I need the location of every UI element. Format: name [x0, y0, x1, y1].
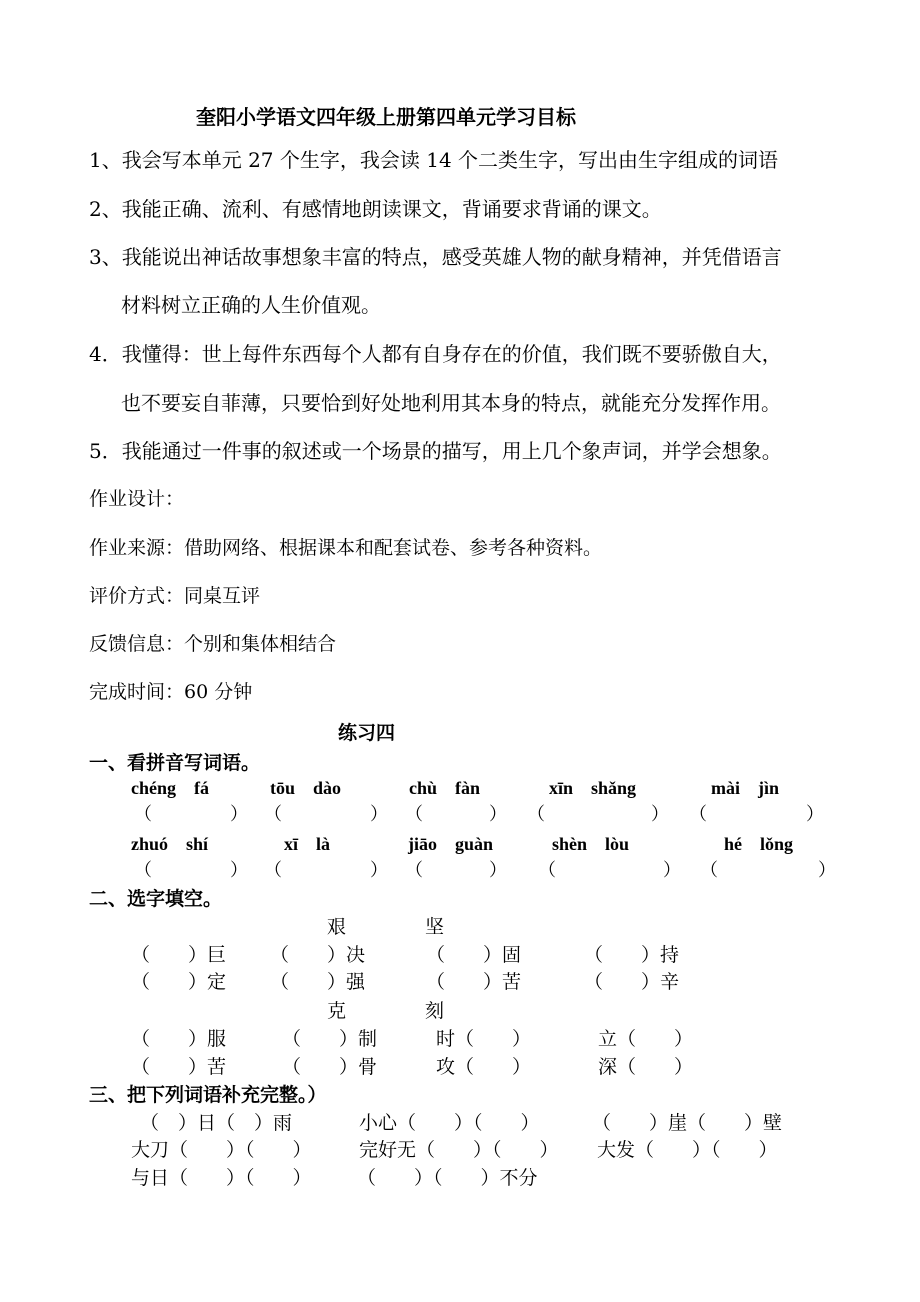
fill-cell: 立（ ）	[598, 1028, 694, 1050]
idiom-cell: 完好无（ ）（ ）	[359, 1139, 559, 1161]
blank-open: （	[264, 860, 282, 881]
section-3-heading: 三、把下列词语补充完整。）	[89, 1084, 327, 1106]
blank-close: ）	[806, 804, 824, 825]
blank-close: ）	[370, 860, 388, 881]
fill-cell: （ ）制	[282, 1028, 378, 1050]
choice-char-ke2: 刻	[425, 1000, 445, 1022]
idiom-cell: 大发（ ）（ ）	[597, 1139, 778, 1161]
fill-cell: （ ）辛	[584, 971, 680, 993]
pinyin-xinshang: xīn shǎng	[549, 778, 637, 798]
goal-1: 1、我会写本单元 27 个生字，我会读 14 个二类生字，写出由生字组成的词语	[89, 148, 779, 172]
blank-close: ）	[489, 804, 507, 825]
homework-source: 作业来源：借助网络、根据课本和配套试卷、参考各种资料。	[89, 537, 603, 559]
blank-open: （	[134, 860, 152, 881]
homework-evaluation: 评价方式：同桌互评	[89, 585, 261, 607]
goal-3-line-1: 3、我能说出神话故事想象丰富的特点，感受英雄人物的献身精神，并凭借语言	[89, 245, 782, 269]
fill-cell: （ ）强	[270, 971, 366, 993]
pinyin-toudao: tōu dào	[270, 778, 342, 798]
fill-cell: 深（ ）	[598, 1056, 694, 1078]
fill-cell: （ ）巨	[131, 944, 227, 966]
blank-open: （	[538, 860, 556, 881]
blank-close: ）	[489, 860, 507, 881]
homework-time: 完成时间：60 分钟	[89, 681, 253, 703]
fill-cell: （ ）固	[426, 944, 522, 966]
section-1-heading: 一、看拼音写词语。	[89, 752, 261, 774]
goal-4-line-2: 也不要妄自菲薄，只要恰到好处地利用其本身的特点，就能充分发挥作用。	[121, 391, 781, 415]
fill-cell: （ ）决	[270, 944, 366, 966]
idiom-cell: （ ）日（ ）雨	[140, 1112, 293, 1134]
blank-open: （	[527, 804, 545, 825]
fill-cell: （ ）骨	[282, 1056, 378, 1078]
goal-4-line-1: 4．我懂得：世上每件东西每个人都有自身存在的价值，我们既不要骄傲自大，	[89, 342, 782, 366]
pinyin-zhuoshi: zhuó shí	[131, 834, 209, 854]
blank-close: ）	[230, 860, 248, 881]
blank-open: （	[405, 804, 423, 825]
blank-open: （	[700, 860, 718, 881]
fill-cell: （ ）苦	[131, 1056, 227, 1078]
blank-open: （	[405, 860, 423, 881]
pinyin-shenlou: shèn lòu	[552, 834, 630, 854]
pinyin-maijin: mài jìn	[711, 778, 780, 798]
fill-cell: （ ）持	[584, 944, 680, 966]
fill-cell: 时（ ）	[436, 1028, 532, 1050]
pinyin-chengfa: chéng fá	[131, 778, 209, 798]
idiom-cell: 小心（ ）（ ）	[359, 1112, 540, 1134]
blank-close: ）	[663, 860, 681, 881]
homework-label: 作业设计：	[89, 488, 185, 510]
idiom-cell: 大刀（ ）（ ）	[131, 1139, 312, 1161]
idiom-cell: （ ）崖（ ）壁	[592, 1112, 783, 1134]
fill-cell: 攻（ ）	[436, 1056, 532, 1078]
blank-open: （	[264, 804, 282, 825]
goal-2: 2、我能正确、流利、有感情地朗读课文，背诵要求背诵的课文。	[89, 197, 662, 221]
choice-char-jian2: 坚	[425, 916, 445, 938]
blank-open: （	[689, 804, 707, 825]
fill-cell: （ ）苦	[426, 971, 522, 993]
blank-close: ）	[818, 860, 836, 881]
exercise-title: 练习四	[338, 722, 396, 744]
page-title: 奎阳小学语文四年级上册第四单元学习目标	[196, 105, 576, 129]
blank-close: ）	[651, 804, 669, 825]
fill-cell: （ ）服	[131, 1028, 227, 1050]
section-2-heading: 二、选字填空。	[89, 888, 223, 910]
homework-feedback: 反馈信息：个别和集体相结合	[89, 633, 337, 655]
pinyin-jiaoguan: jiāo guàn	[408, 834, 494, 854]
pinyin-xila: xī là	[284, 834, 331, 854]
choice-char-jian: 艰	[327, 916, 347, 938]
fill-cell: （ ）定	[131, 971, 227, 993]
idiom-cell: 与日（ ）（ ）	[131, 1167, 312, 1189]
blank-open: （	[134, 804, 152, 825]
idiom-cell: （ ）（ ）不分	[357, 1167, 538, 1189]
goal-5: 5．我能通过一件事的叙述或一个场景的描写，用上几个象声词，并学会想象。	[89, 439, 782, 463]
blank-close: ）	[230, 804, 248, 825]
choice-char-ke: 克	[327, 1000, 347, 1022]
pinyin-helong: hé lǒng	[724, 834, 794, 854]
goal-3-line-2: 材料树立正确的人生价值观。	[121, 293, 381, 317]
pinyin-chufan: chù fàn	[409, 778, 481, 798]
blank-close: ）	[370, 804, 388, 825]
